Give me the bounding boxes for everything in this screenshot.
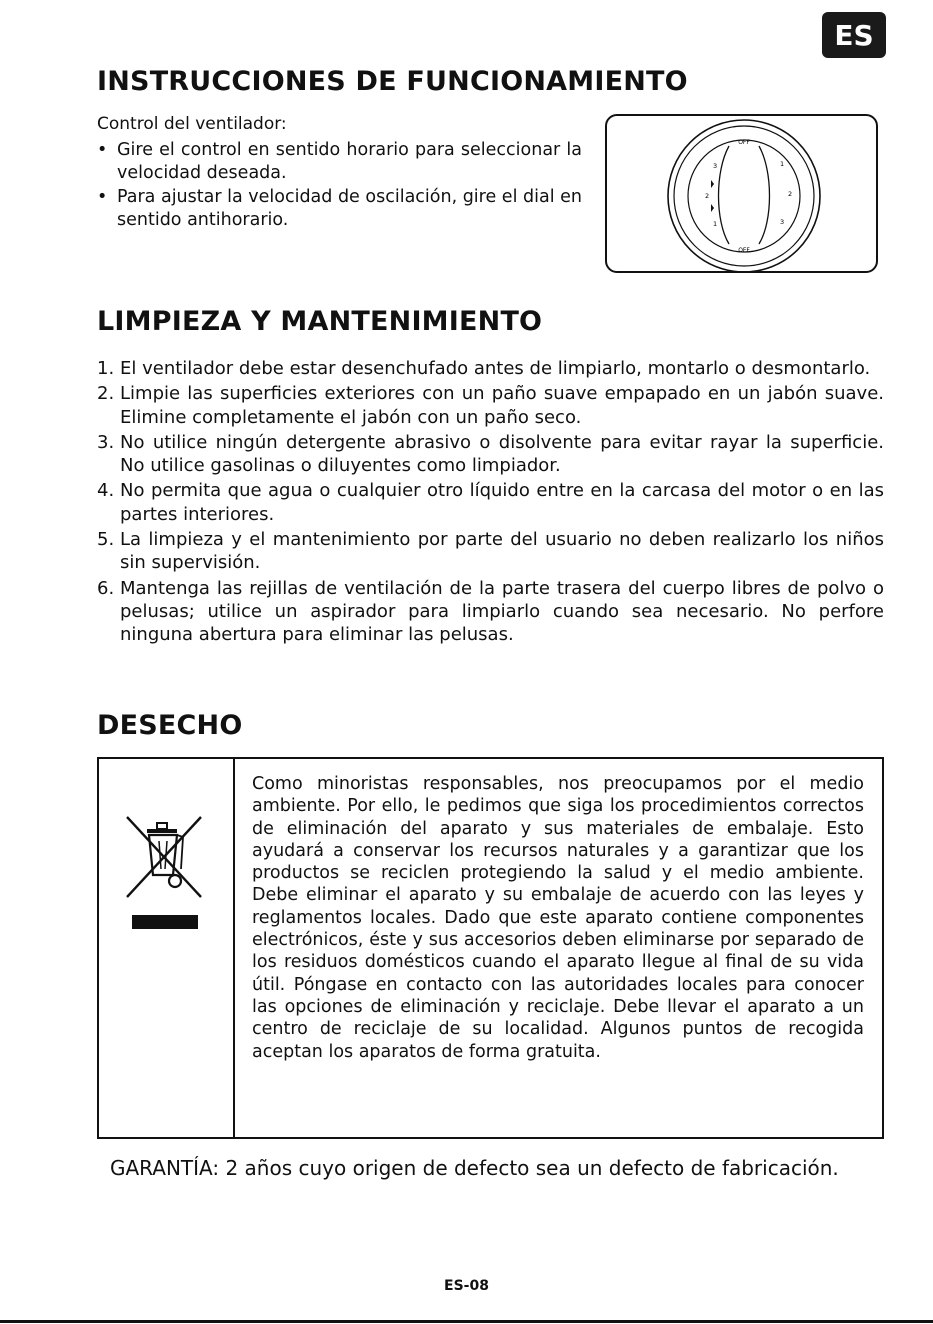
list-item-text: Mantenga las rejillas de ventilación de la parte trasera del cuerpo libres de polvo o pelusas; utilice un aspirador para limpiarlo cuando sea necesario. No perfore ninguna abertura para eliminar las pelusas.: [120, 577, 884, 646]
operation-bullet-2: • Para ajustar la velocidad de oscilación, gire el dial en sentido antihorario.: [97, 187, 582, 230]
list-item-text: Limpie las superficies exteriores con un paño suave empapado en un jabón suave. Elimine completamente el jabón con un paño seco.: [120, 383, 884, 428]
list-item: [97, 528, 884, 575]
list-item-text: La limpieza y el mantenimiento por parte del usuario no deben realizarlo los niños sin supervisión.: [120, 529, 884, 574]
dial-speed-left-1: 1: [713, 220, 718, 228]
list-item-number: 4.: [97, 480, 115, 502]
dial-speed-right-3: 3: [780, 218, 785, 226]
list-item-number: 1.: [97, 358, 115, 379]
list-item-number: 5.: [97, 529, 115, 551]
disposal-divider: [233, 759, 235, 1137]
list-item-text: No permita que agua o cualquier otro líquido entre en la carcasa del motor o en las partes interiores.: [120, 480, 884, 525]
bullet-text: Gire el control en sentido horario para seleccionar la velocidad deseada.: [117, 140, 582, 183]
operation-bullet-1: • Gire el control en sentido horario para seleccionar la velocidad deseada.: [97, 140, 582, 183]
list-item: [97, 357, 884, 380]
list-item-text: El ventilador debe estar desenchufado antes de limpiarlo, montarlo o desmontarlo.: [120, 358, 871, 379]
fan-dial-illustration: [605, 114, 878, 273]
list-item: [97, 382, 884, 429]
list-item-number: 3.: [97, 431, 115, 453]
list-item-number: 6.: [97, 577, 115, 599]
control-dial-icon: [607, 116, 876, 271]
bullet-text: Para ajustar la velocidad de oscilación, gire el dial en sentido antihorario.: [117, 187, 582, 230]
language-badge: ES: [822, 12, 886, 58]
dial-top-off-label: OFF: [738, 139, 750, 146]
fan-control-label: Control del ventilador:: [97, 114, 287, 134]
cleaning-list: [97, 357, 884, 649]
dial-speed-right-2: 2: [788, 190, 793, 198]
disposal-text: Como minoristas responsables, nos preocupamos por el medio ambiente. Por ello, le pedimos que siga los procedimientos correctos de eliminación del aparato y sus materiales de embalaje. Esto ayudará a conservar los recursos naturales y a garantizar que los productos se reciclen protegiendo la salud y el medio ambiente. Debe eliminar el aparato y su embalaje de acuerdo con las leyes y reglamentos locales. Dado que este aparato contiene componentes electrónicos, éste y sus accesorios deben eliminarse por separado de los residuos domésticos cuando el aparato llegue al final de su vida útil. Póngase en contacto con las autoridades locales para conocer las opciones de eliminación y reciclaje. Debe llevar el aparato a un centro de reciclaje de su localidad. Algunos puntos de recogida aceptan los aparatos de forma gratuita.: [252, 774, 864, 1062]
warranty-text: GARANTÍA: 2 años cuyo origen de defecto sea un defecto de fabricación.: [110, 1156, 839, 1180]
disposal-box: [97, 757, 884, 1139]
list-item: [97, 479, 884, 526]
dial-bottom-off-label: OFF: [738, 247, 750, 254]
dial-speed-left-2: 2: [705, 192, 710, 200]
page-number: ES-08: [444, 1278, 489, 1294]
operation-heading: INSTRUCCIONES DE FUNCIONAMIENTO: [97, 66, 688, 97]
list-item: [97, 577, 884, 647]
dial-speed-right-1: 1: [780, 160, 785, 168]
list-item: [97, 431, 884, 478]
dial-speed-left-3: 3: [713, 162, 718, 170]
list-item-number: 2.: [97, 383, 115, 405]
crossed-out-wheelie-bin-icon: [121, 811, 211, 931]
bottom-rule: [0, 1320, 933, 1323]
cleaning-heading: LIMPIEZA Y MANTENIMIENTO: [97, 306, 543, 337]
list-item-text: No utilice ningún detergente abrasivo o disolvente para evitar rayar la superficie. No utilice gasolinas o diluyentes como limpiador.: [120, 431, 884, 477]
disposal-heading: DESECHO: [97, 710, 243, 741]
